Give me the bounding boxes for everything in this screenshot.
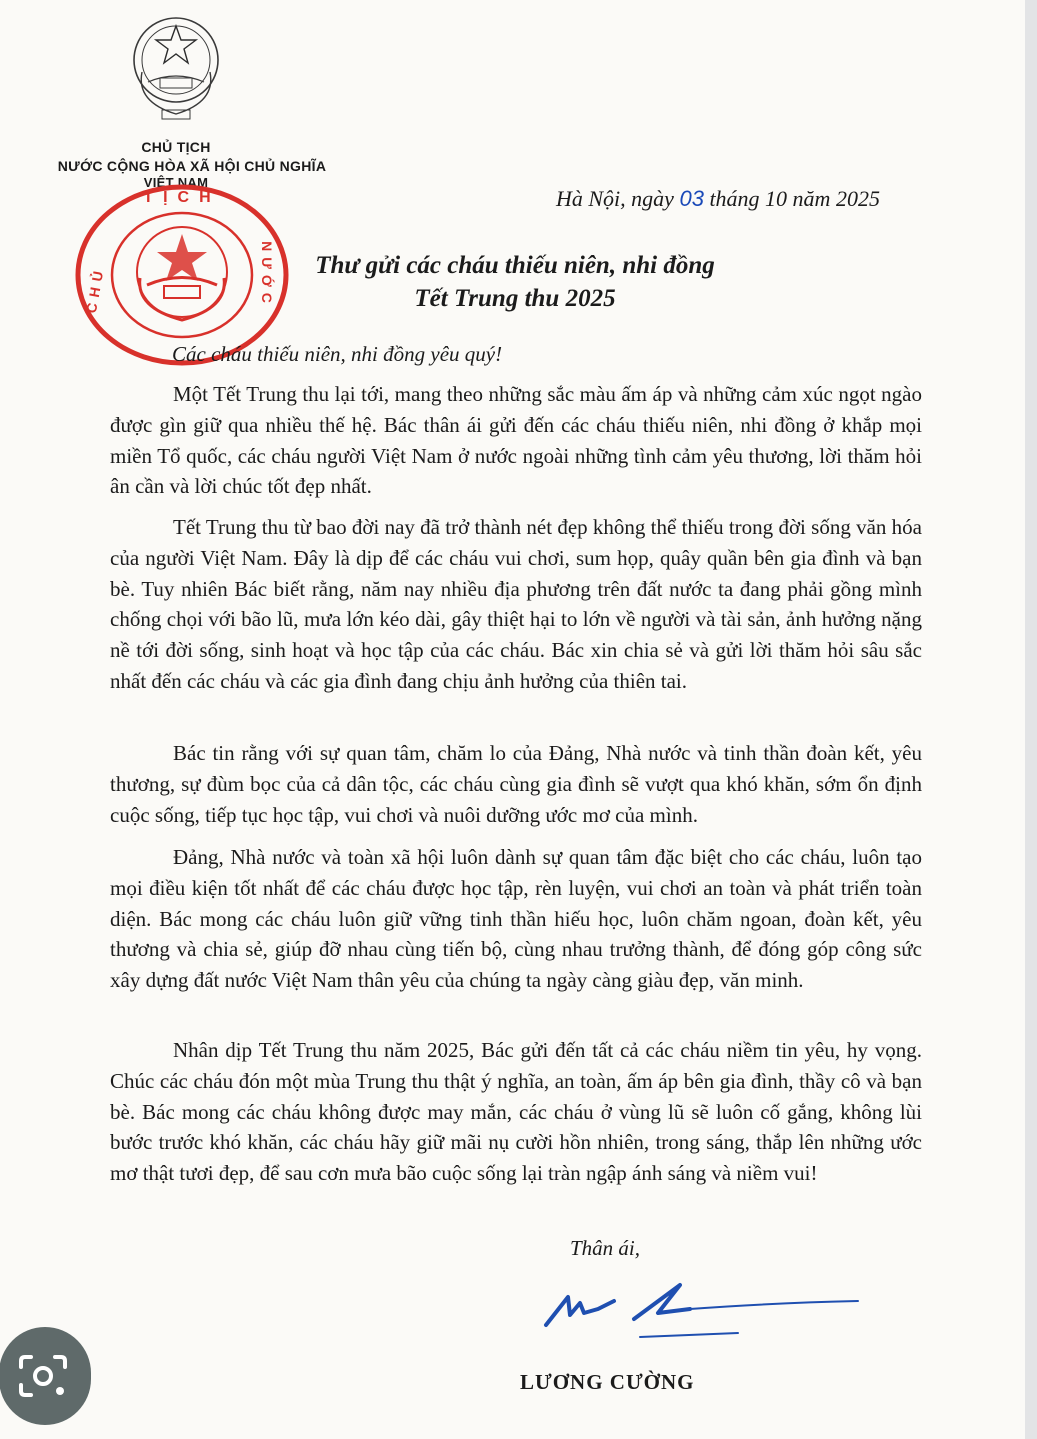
handwritten-signature [540,1275,870,1345]
paragraph-1: Một Tết Trung thu lại tới, mang theo những sắc màu ấm áp và những cảm xúc ngọt ngào được gìn giữ qua nhiều thế hệ. Bác thân ái gửi đến các cháu thiếu niên, nhi đồng ở khắp mọi miền Tổ quốc, các cháu người Việt Nam ở nước ngoài những tình cảm yêu thương, lời thăm hỏi ân cần và lời chúc tốt đẹp nhất. [110,382,922,499]
signer-name: LƯƠNG CƯỜNG [520,1370,695,1394]
national-emblem-icon [126,12,226,127]
letter-greeting: Các cháu thiếu niên, nhi đồng yêu quý! [172,342,503,366]
svg-text:CHỦ: CHỦ [83,263,108,315]
paragraph-3: Bác tin rằng với sự quan tâm, chăm lo của Đảng, Nhà nước và tinh thần đoàn kết, yêu thương, sự đùm bọc của cả dân tộc, các cháu cùng gia đình sẽ vượt qua khó khăn, sớm ổn định cuộc sống, tiếp tục học tập, vui chơi và nuôi dưỡng ước mơ của mình. [110,741,922,827]
date-prefix: Hà Nội, ngày [556,186,680,211]
right-edge-strip [1025,0,1037,1439]
svg-text:TỊCH: TỊCH [143,189,221,206]
image-search-icon [17,1353,69,1399]
paragraph-5: Nhân dịp Tết Trung thu năm 2025, Bác gửi đến tất cả các cháu niềm tin yêu, hy vọng. Chúc các cháu đón một mùa Trung thu thật ý nghĩa, an toàn, ấm áp bên gia đình, thầy cô và bạn bè. Bác mong các cháu không được may mắn, các cháu ở vùng lũ sẽ luôn cố gắng, không lùi bước trước khó khăn, các cháu hãy giữ mãi nụ cười hồn nhiên, trong sáng, thắp lên những ước mơ thật tươi đẹp, để sau cơn mưa bão cuộc sống lại tràn ngập ánh sáng và niềm vui! [110,1038,922,1186]
letter-subtitle: Tết Trung thu 2025 [414,285,616,312]
letter-date [556,186,880,212]
svg-text:NƯỚC: NƯỚC [259,241,275,309]
letter-closing: Thân ái, [570,1236,641,1260]
header-line-2: NƯỚC CỘNG HÒA XÃ HỘI CHỦ NGHĨA [57,158,327,174]
header-line-1: CHỦ TỊCH [141,139,211,155]
paragraph-2: Tết Trung thu từ bao đời nay đã trở thành nét đẹp không thể thiếu trong đời sống văn hóa của người Việt Nam. Đây là dịp để các cháu vui chơi, sum họp, quây quần bên gia đình và bạn bè. Tuy nhiên Bác biết rằng, năm nay nhiều địa phương trên đất nước ta đang phải gồng mình chống chọi với bão lũ, mưa lớn kéo dài, gây thiệt hại to lớn về người và tài sản, ảnh hưởng nặng nề tới đời sống, sinh hoạt và học tập của các cháu. Bác xin chia sẻ và gửi lời thăm hỏi sâu sắc nhất đến các cháu và các gia đình đang chịu ảnh hưởng của thiên tai. [110,515,922,693]
date-day: 03 [679,186,704,211]
header-line-3: VIỆT NAM [143,175,209,190]
image-search-button[interactable] [0,1327,91,1425]
date-suffix: tháng 10 năm 2025 [703,186,880,211]
letter-title: Thư gửi các cháu thiếu niên, nhi đồng [315,252,715,279]
paragraph-4: Đảng, Nhà nước và toàn xã hội luôn dành sự quan tâm đặc biệt cho các cháu, luôn tạo mọi điều kiện tốt nhất để các cháu được học tập, rèn luyện, vui chơi an toàn và phát triển toàn diện. Bác mong các cháu luôn giữ vững tinh thần hiếu học, luôn chăm ngoan, đoàn kết, yêu thương và chia sẻ, giúp đỡ nhau cùng tiến bộ, cùng nhau trưởng thành, để đóng góp công sức xây dựng đất nước Việt Nam thân yêu của chúng ta ngày càng giàu đẹp, văn minh. [110,845,922,993]
